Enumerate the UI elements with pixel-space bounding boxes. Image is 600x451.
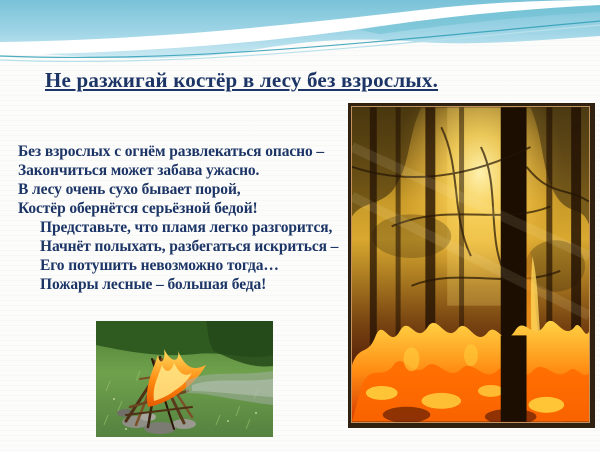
poem-line: Пожары лесные – большая беда!: [40, 276, 267, 293]
campfire-photo: [96, 321, 273, 437]
poem-line: В лесу очень сухо бывает порой,: [18, 181, 241, 198]
forest-fire-photo-inner: [351, 106, 590, 423]
poem-line: Закончиться может забава ужасно.: [18, 162, 260, 179]
poem-text-block: [18, 142, 348, 294]
poem-line: Представьте, что пламя легко разгорится,: [40, 219, 333, 236]
header-wave-decoration: [0, 0, 600, 120]
slide-title: Не разжигай костёр в лесу без взрослых.: [45, 68, 439, 92]
poem-line: Его потушить невозможно тогда…: [40, 257, 279, 274]
poem-line: Без взрослых с огнём развлекаться опасно –: [18, 143, 325, 160]
poem-line: Начнёт полыхать, разбегаться искриться –: [40, 238, 339, 255]
forest-fire-photo: [348, 103, 595, 428]
poem-line: Костёр обернётся серьёзной бедой!: [18, 200, 258, 217]
